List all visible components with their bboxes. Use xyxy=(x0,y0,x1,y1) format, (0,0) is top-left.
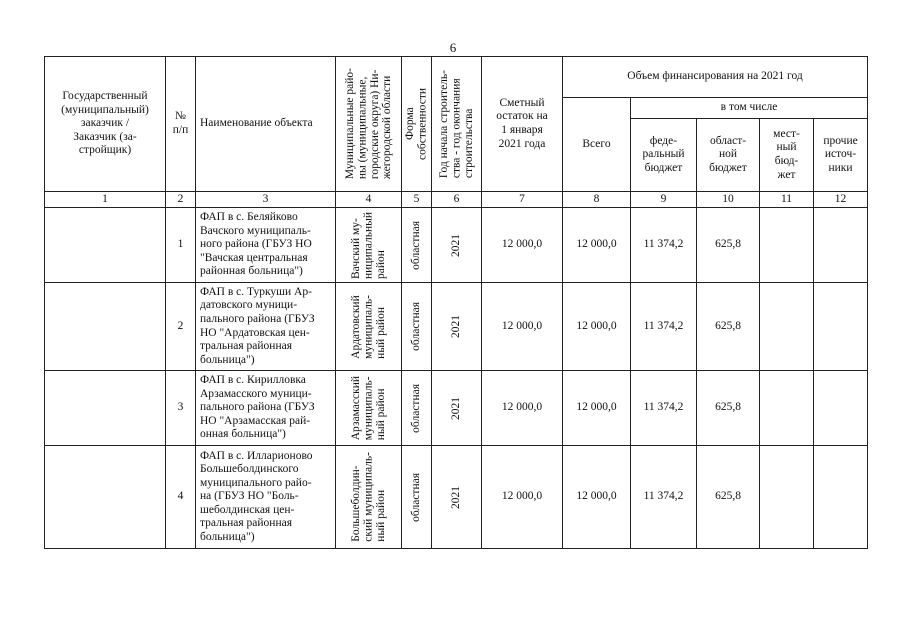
cell-federal: 11 374,2 xyxy=(631,283,697,371)
cell-district-text: Большеболдин- ский муниципаль- ный район xyxy=(349,452,387,542)
header-total: Всего xyxy=(563,98,631,192)
table-row xyxy=(45,208,868,283)
cell-customer xyxy=(45,208,166,283)
column-number: 1 xyxy=(45,192,166,208)
cell-balance: 12 000,0 xyxy=(482,283,563,371)
cell-total: 12 000,0 xyxy=(563,371,631,446)
header-other: прочие источ- ники xyxy=(814,119,868,192)
cell-customer xyxy=(45,283,166,371)
cell-regional: 625,8 xyxy=(697,283,760,371)
cell-ownership-text: областная xyxy=(410,472,423,522)
cell-object-name: ФАП в с. Кирилловка Арзамасского муници- пального района (ГБУЗ НО "Арзамасская рай- онная больница") xyxy=(196,371,336,446)
cell-district xyxy=(336,371,402,446)
table-row xyxy=(45,371,868,446)
cell-index: 3 xyxy=(166,371,196,446)
cell-district xyxy=(336,446,402,549)
column-number: 10 xyxy=(697,192,760,208)
cell-regional: 625,8 xyxy=(697,371,760,446)
header-index: № п/п xyxy=(166,57,196,192)
cell-regional: 625,8 xyxy=(697,446,760,549)
cell-years-text: 2021 xyxy=(450,396,463,420)
cell-ownership-text: областная xyxy=(410,302,423,351)
cell-index: 2 xyxy=(166,283,196,371)
cell-federal: 11 374,2 xyxy=(631,371,697,446)
cell-total: 12 000,0 xyxy=(563,446,631,549)
cell-index: 4 xyxy=(166,446,196,549)
cell-years xyxy=(432,283,482,371)
cell-balance: 12 000,0 xyxy=(482,371,563,446)
cell-district-text: Арзамасский муниципаль- ный район xyxy=(349,375,387,441)
cell-local xyxy=(760,446,814,549)
cell-ownership xyxy=(402,371,432,446)
header-ownership xyxy=(402,57,432,192)
cell-index: 1 xyxy=(166,208,196,283)
cell-ownership-text: областная xyxy=(410,383,423,433)
cell-total: 12 000,0 xyxy=(563,208,631,283)
cell-local xyxy=(760,283,814,371)
financing-table xyxy=(44,56,868,549)
header-years-text: Год начала строитель- ства - год окончания строительства xyxy=(437,69,475,179)
cell-years-text: 2021 xyxy=(450,485,463,509)
cell-customer xyxy=(45,446,166,549)
cell-federal: 11 374,2 xyxy=(631,446,697,549)
column-number: 3 xyxy=(196,192,336,208)
cell-ownership-text: областная xyxy=(410,220,423,270)
cell-object-name: ФАП в с. Илларионово Большеболдинского муниципального райо- на (ГБУЗ НО "Боль- шеболдинская цен- тральная районная больница") xyxy=(196,446,336,549)
cell-other xyxy=(814,208,868,283)
cell-regional: 625,8 xyxy=(697,208,760,283)
column-number: 2 xyxy=(166,192,196,208)
column-number: 7 xyxy=(482,192,563,208)
table-row xyxy=(45,283,868,371)
cell-object-name: ФАП в с. Туркуши Ар- датовского муници- пального района (ГБУЗ НО "Ардатовская цен- тральная районная больница") xyxy=(196,283,336,371)
header-districts xyxy=(336,57,402,192)
column-number: 6 xyxy=(432,192,482,208)
header-local: мест- ный бюд- жет xyxy=(760,119,814,192)
column-number: 5 xyxy=(402,192,432,208)
cell-balance: 12 000,0 xyxy=(482,208,563,283)
table-row xyxy=(45,446,868,549)
cell-district-text: Ардатовский муниципаль- ный район xyxy=(349,294,387,359)
cell-total: 12 000,0 xyxy=(563,283,631,371)
column-number: 11 xyxy=(760,192,814,208)
header-including: в том числе xyxy=(631,98,868,119)
column-number: 12 xyxy=(814,192,868,208)
cell-balance: 12 000,0 xyxy=(482,446,563,549)
header-federal: феде- ральный бюджет xyxy=(631,119,697,192)
cell-ownership xyxy=(402,283,432,371)
cell-customer xyxy=(45,371,166,446)
cell-years xyxy=(432,371,482,446)
cell-object-name: ФАП в с. Беляйково Вачского муниципаль- ного района (ГБУЗ НО "Вачская центральная районная больница") xyxy=(196,208,336,283)
cell-years xyxy=(432,446,482,549)
header-object-name: Наименование объекта xyxy=(196,57,336,192)
cell-other xyxy=(814,283,868,371)
header-districts-text: Муниципальные райо- ны (муниципальные, городские округа) Ни- жегородской области xyxy=(343,68,393,180)
cell-district xyxy=(336,208,402,283)
cell-local xyxy=(760,371,814,446)
header-financing: Объем финансирования на 2021 год xyxy=(563,57,868,98)
column-number: 4 xyxy=(336,192,402,208)
cell-other xyxy=(814,446,868,549)
header-years xyxy=(432,57,482,192)
cell-local xyxy=(760,208,814,283)
header-customer: Государственный (муниципальный) заказчик / Заказчик (за- стройщик) xyxy=(45,57,166,192)
header-balance: Сметный остаток на 1 января 2021 года xyxy=(482,57,563,192)
cell-federal: 11 374,2 xyxy=(631,208,697,283)
page-number: 6 xyxy=(449,40,457,55)
cell-years-text: 2021 xyxy=(450,233,463,257)
column-number: 9 xyxy=(631,192,697,208)
cell-years-text: 2021 xyxy=(450,315,463,338)
column-number: 8 xyxy=(563,192,631,208)
cell-years xyxy=(432,208,482,283)
header-ownership-text: Форма собственности xyxy=(404,88,429,160)
cell-district xyxy=(336,283,402,371)
cell-ownership xyxy=(402,446,432,549)
header-regional: област- ной бюджет xyxy=(697,119,760,192)
cell-ownership xyxy=(402,208,432,283)
cell-other xyxy=(814,371,868,446)
cell-district-text: Вачский му- ниципальный район xyxy=(349,211,387,279)
